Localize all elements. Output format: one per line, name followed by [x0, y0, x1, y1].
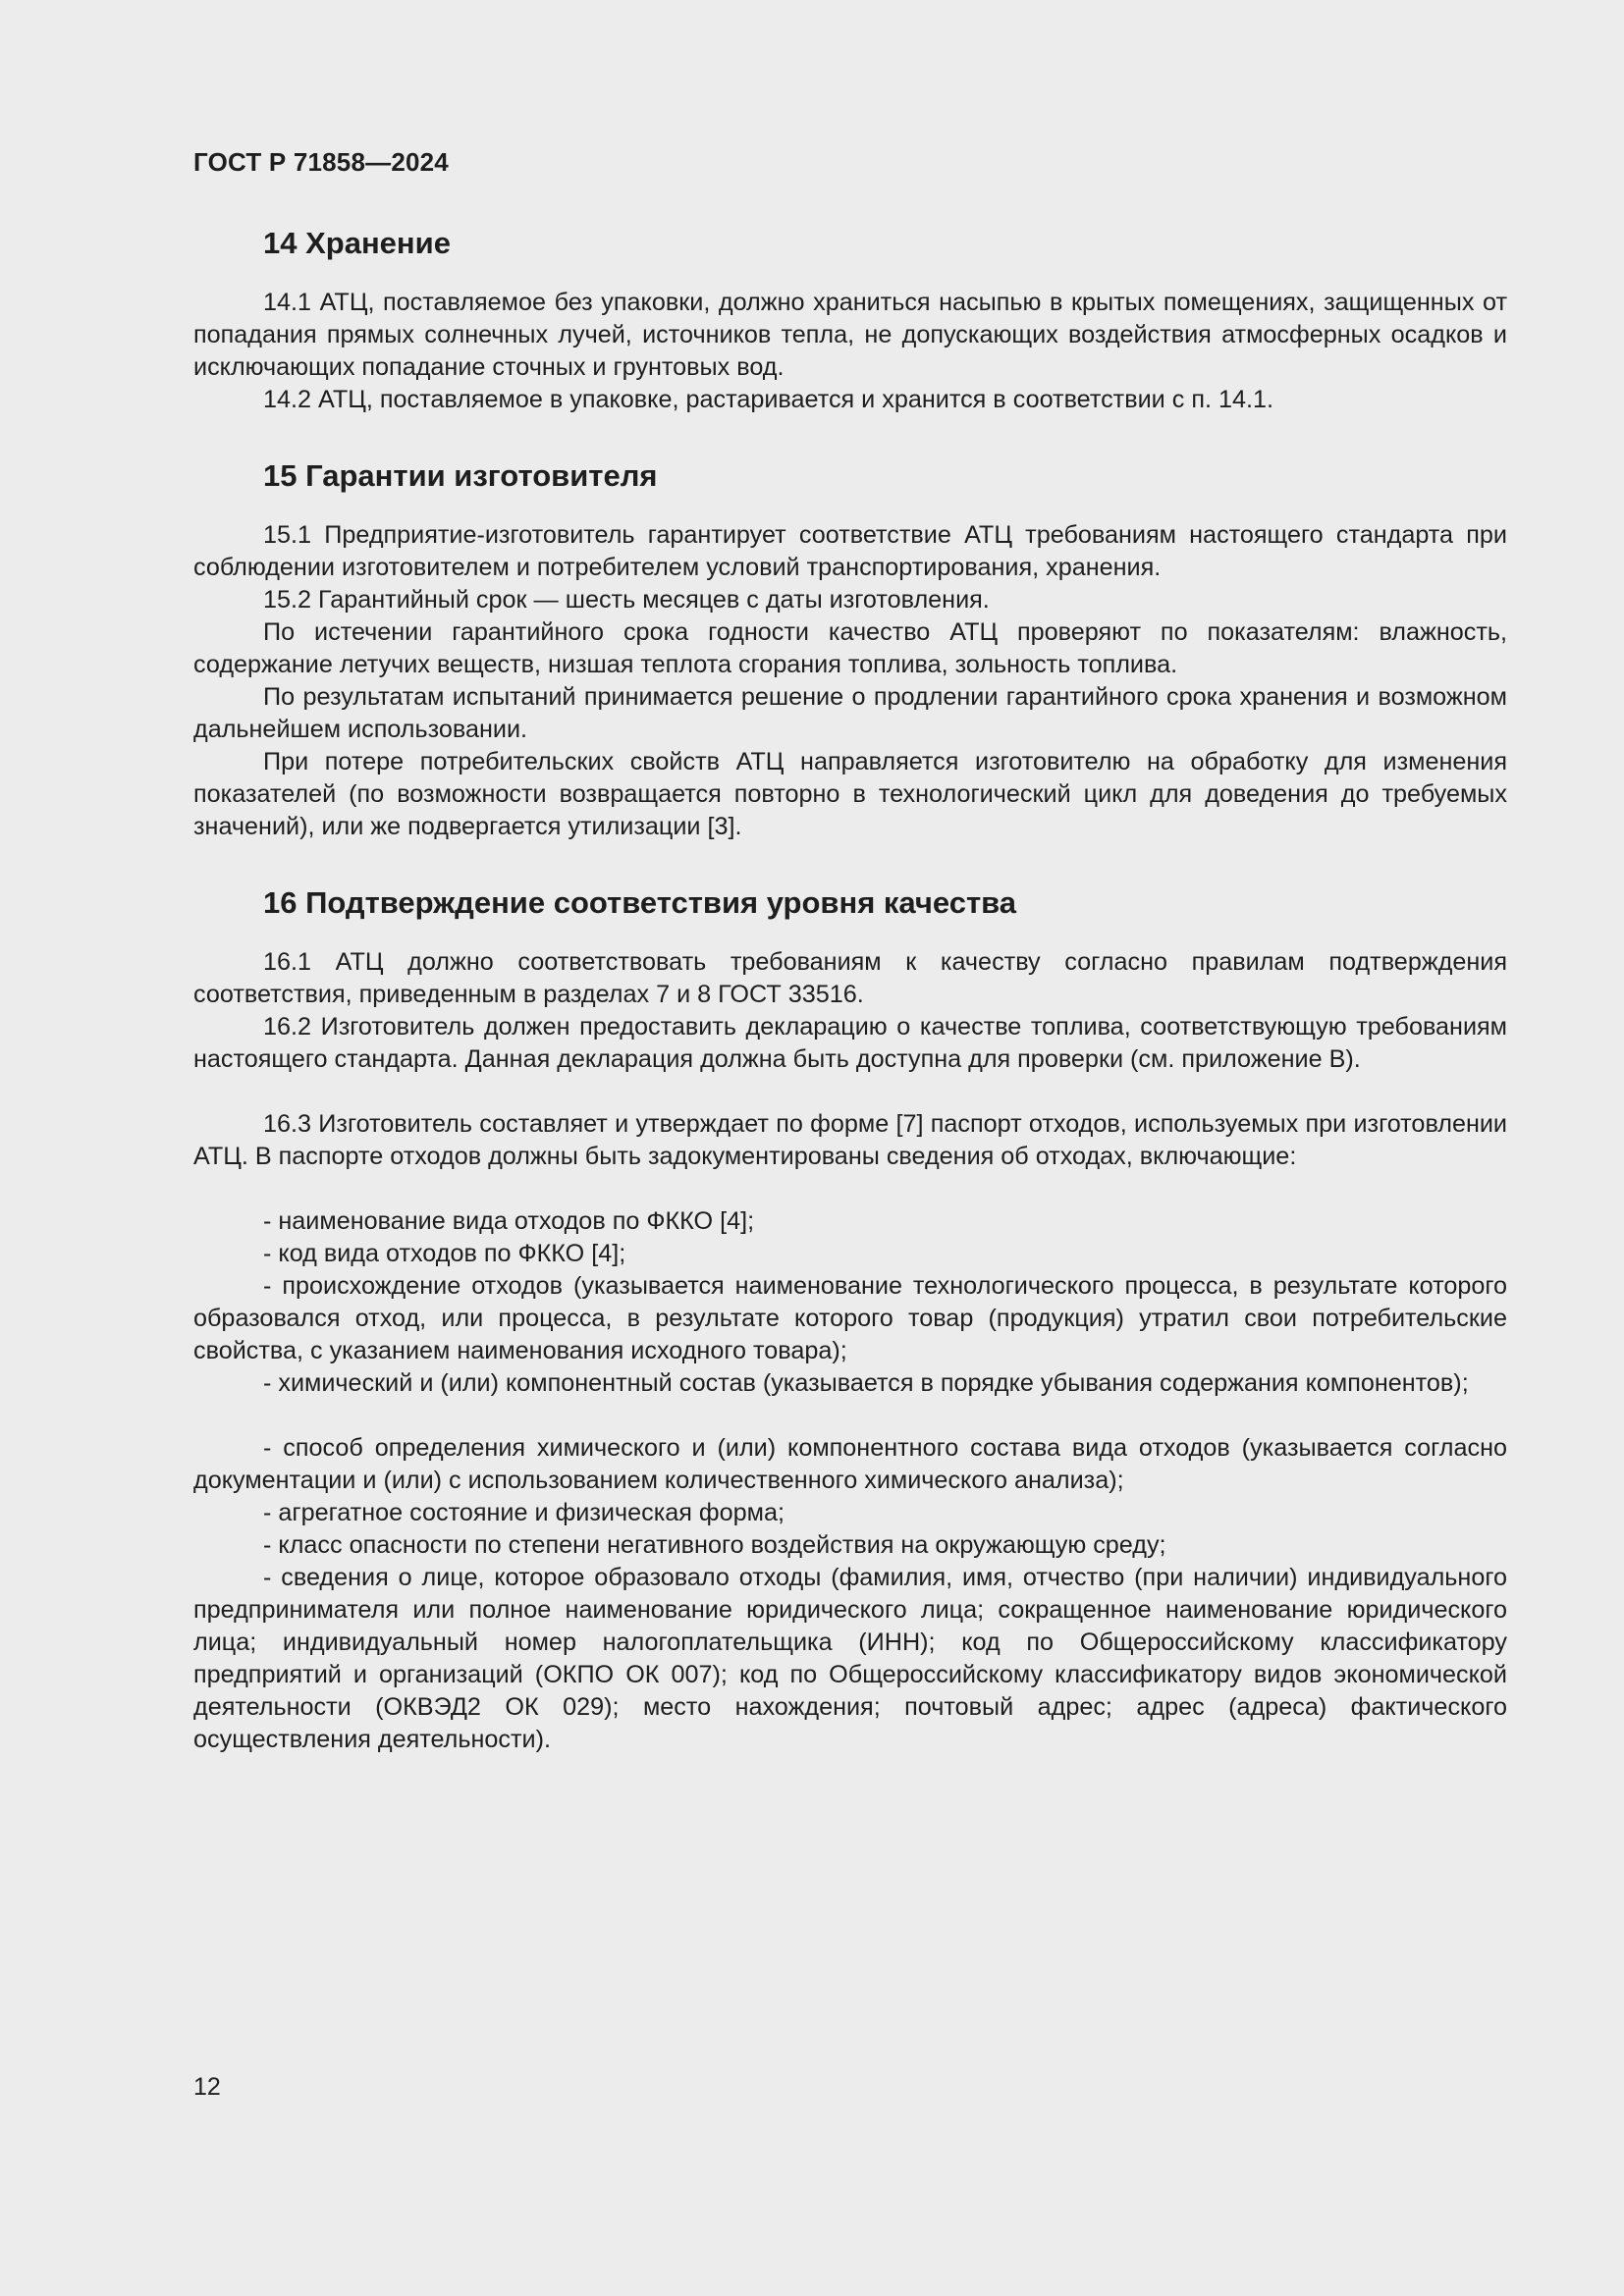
- paragraph: При потере потребительских свойств АТЦ направляется изготовителю на обработку для изменения показателей (по возможности возвращается повторно в технологический цикл для доведения до требуемых значений), или же подвергается утилизации [3].: [193, 748, 1507, 840]
- paragraph: 14.2 АТЦ, поставляемое в упаковке, растаривается и хранится в соответствии с п. 14.1.: [263, 386, 1273, 413]
- section-title: 15 Гарантии изготовителя: [263, 458, 658, 493]
- list-item: - код вида отходов по ФККО [4];: [263, 1240, 626, 1267]
- page-number: 12: [193, 2073, 221, 2101]
- paragraph: По истечении гарантийного срока годности качество АТЦ проверяют по показателям: влажность, содержание летучих веществ, низшая теплота сгорания топлива, зольность топлива.: [193, 618, 1507, 678]
- list-item: - наименование вида отходов по ФККО [4];: [263, 1207, 755, 1235]
- paragraph: 15.1 Предприятие-изготовитель гарантирует соответствие АТЦ требованиям настоящего стандарта при соблюдении изготовителем и потребителем условий транспортирования, хранения.: [193, 521, 1507, 581]
- paragraph: 15.2 Гарантийный срок — шесть месяцев с даты изготовления.: [263, 586, 990, 614]
- section-title: 14 Хранение: [263, 226, 451, 260]
- list-item: - класс опасности по степени негативного воздействия на окружающую среду;: [263, 1531, 1166, 1559]
- paragraph: 14.1 АТЦ, поставляемое без упаковки, должно храниться насыпью в крытых помещениях, защищенных от попадания прямых солнечных лучей, источников тепла, не допускающих воздействия атмосферных осадков и исключающих попадание сточных и грунтовых вод.: [193, 289, 1507, 381]
- list-item: - агрегатное состояние и физическая форма;: [263, 1499, 785, 1526]
- list-item: - химический и (или) компонентный состав (указывается в порядке убывания содержания компонентов);: [263, 1369, 1469, 1397]
- list-item: - происхождение отходов (указывается наименование технологического процесса, в результате которого образовался отход, или процесса, в результате которого товар (продукция) утратил свои потребительские свойства, с указанием наименования исходного товара);: [193, 1272, 1507, 1364]
- paragraph: 16.2 Изготовитель должен предоставить декларацию о качестве топлива, соответствующую требованиям настоящего стандарта. Данная декларация должна быть доступна для проверки (см. приложение В).: [193, 1013, 1507, 1073]
- document-header: ГОСТ Р 71858—2024: [193, 147, 449, 177]
- list-item: - сведения о лице, которое образовало отходы (фамилия, имя, отчество (при наличии) индивидуального предпринимателя или полное наименование юридического лица; сокращенное наименование юридического лица; индивидуальный номер налогоплательщика (ИНН); код по Общероссийскому классификатору предприятий и организаций (ОКПО ОК 007); код по Общероссийскому классификатору видов экономической деятельности (ОКВЭД2 ОК 029); место нахождения; почтовый адрес; адрес (адреса) фактического осуществления деятельности).: [193, 1564, 1507, 1753]
- paragraph: 16.3 Изготовитель составляет и утверждает по форме [7] паспорт отходов, используемых при изготовлении АТЦ. В паспорте отходов должны быть задокументированы сведения об отходах, включающие:: [193, 1110, 1507, 1170]
- list-item: - способ определения химического и (или) компонентного состава вида отходов (указывается согласно документации и (или) с использованием количественного химического анализа);: [193, 1434, 1507, 1494]
- paragraph: 16.1 АТЦ должно соответствовать требованиям к качеству согласно правилам подтверждения соответствия, приведенным в разделах 7 и 8 ГОСТ 33516.: [193, 948, 1507, 1008]
- paragraph: По результатам испытаний принимается решение о продлении гарантийного срока хранения и возможном дальнейшем использовании.: [193, 683, 1507, 743]
- section-title: 16 Подтверждение соответствия уровня качества: [263, 885, 1017, 920]
